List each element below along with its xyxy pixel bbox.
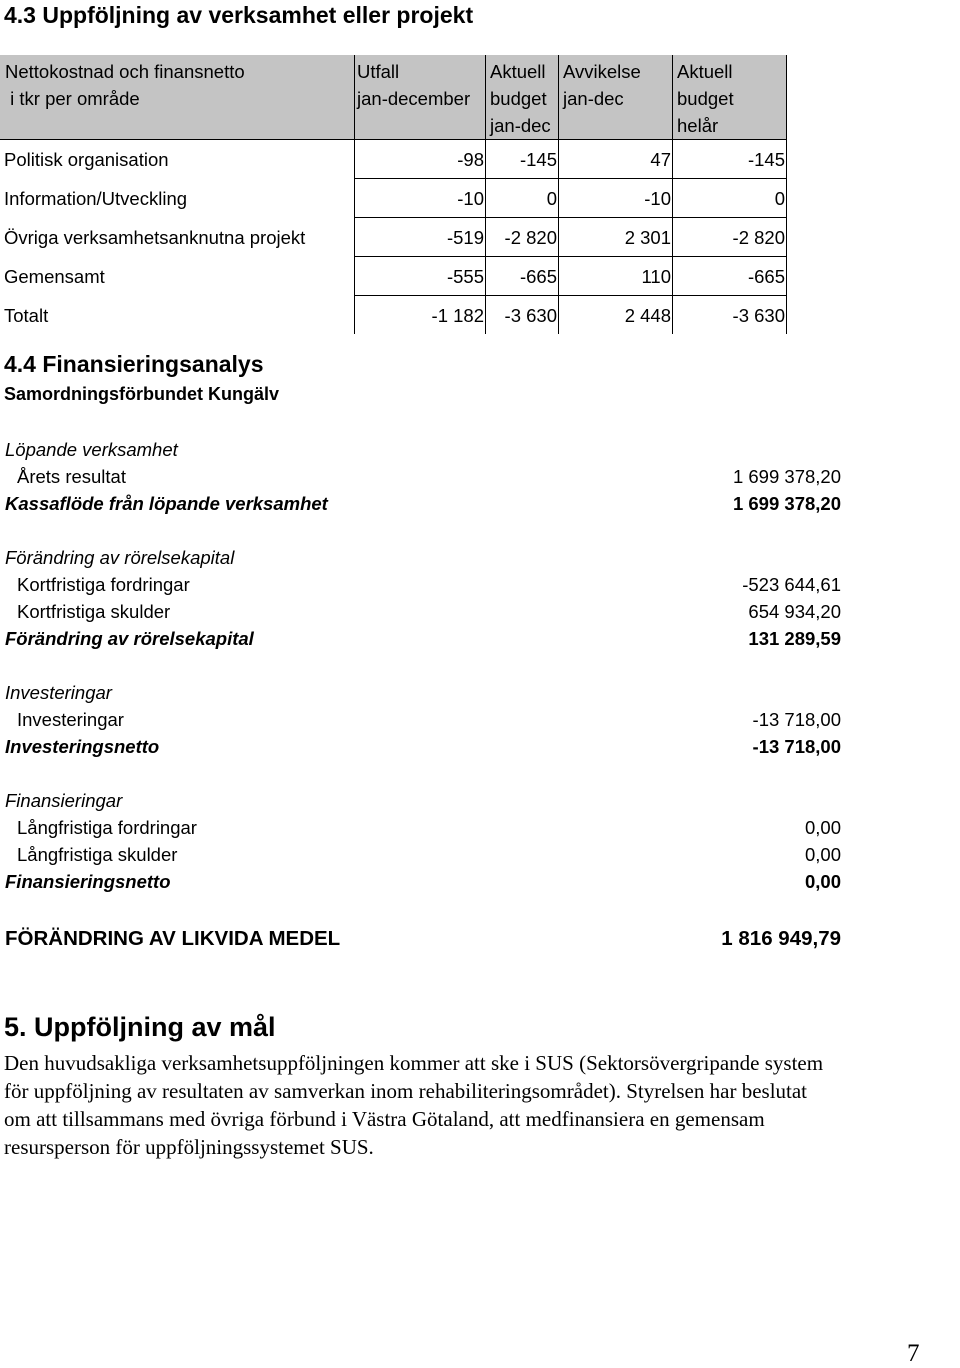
cell-budget-helar: -3 630 — [673, 296, 787, 335]
table-row — [0, 179, 787, 218]
subtotal-line — [0, 868, 844, 895]
cell-utfall: -10 — [355, 179, 486, 218]
cell-budget-helar: 0 — [673, 179, 787, 218]
cell-budget-helar: -665 — [673, 257, 787, 296]
cell-avvikelse: 110 — [559, 257, 673, 296]
cell-budget: -665 — [486, 257, 559, 296]
header-cell-utfall — [355, 55, 486, 140]
header-text: budget — [490, 88, 547, 109]
cell-budget-helar: -2 820 — [673, 218, 787, 257]
cell-budget: -2 820 — [486, 218, 559, 257]
line-item-label: Kortfristiga skulder — [17, 601, 171, 622]
section-heading-4-4: 4.4 Finansieringsanalys — [4, 351, 264, 377]
line-item-label: Långfristiga fordringar — [17, 817, 197, 838]
line-item-label: Kortfristiga fordringar — [17, 574, 190, 595]
area-cost-table — [0, 55, 787, 334]
cell-utfall: -555 — [355, 257, 486, 296]
subtotal-value: -13 718,00 — [752, 736, 841, 757]
section-heading-5: 5. Uppföljning av mål — [4, 1012, 276, 1042]
cell-utfall: -519 — [355, 218, 486, 257]
line-item-value: -13 718,00 — [752, 709, 841, 730]
header-text: jan-dec — [563, 88, 624, 109]
line-item — [0, 463, 844, 490]
subtotal-line — [0, 490, 844, 517]
header-text: i tkr per område — [5, 88, 140, 109]
group-heading-finansieringar — [0, 787, 844, 814]
paragraph-line: Den huvudsakliga verksamhetsuppföljningen kommer att ske i SUS (Sektorsövergripande system — [4, 1051, 824, 1075]
paragraph-line: om att tillsammans med övriga förbund i Västra Götaland, att medfinansiera en gemensam — [4, 1107, 765, 1131]
header-cell-budget-helar — [673, 55, 787, 140]
paragraph-line: för uppföljning av resultaten av samverkan inom rehabiliteringsområdet). Styrelsen har beslutat — [4, 1079, 808, 1103]
group-heading-rorelse — [0, 544, 844, 571]
line-item-value: 0,00 — [804, 817, 841, 838]
header-text: Aktuell — [677, 61, 733, 82]
subtotal-label: Finansieringsnetto — [5, 871, 171, 892]
cell-utfall: -1 182 — [355, 296, 486, 335]
table-row — [0, 257, 787, 296]
paragraph-line: resursperson för uppföljningssystemet SUS. — [4, 1135, 374, 1159]
row-label: Totalt — [4, 304, 49, 326]
cell-utfall: -98 — [355, 140, 486, 179]
subtotal-label: Investeringsnetto — [5, 736, 160, 757]
cell-budget-helar: -145 — [673, 140, 787, 179]
subtotal-value: 0,00 — [804, 871, 841, 892]
line-item — [0, 598, 844, 625]
organization-subheading: Samordningsförbundet Kungälv — [4, 384, 280, 404]
line-item-value: -523 644,61 — [742, 574, 841, 595]
row-label: Politisk organisation — [4, 149, 169, 171]
header-cell-area — [0, 55, 355, 140]
line-item — [0, 706, 844, 733]
subtotal-label: Kassaflöde från löpande verksamhet — [5, 493, 328, 514]
line-item-label: Långfristiga skulder — [17, 844, 178, 865]
grand-total-value: 1 816 949,79 — [721, 927, 841, 950]
header-text: jan-dec — [490, 115, 551, 136]
header-text: Utfall — [357, 61, 400, 82]
header-text: budget — [677, 88, 734, 109]
cell-avvikelse: 2 448 — [559, 296, 673, 335]
line-item-value: 0,00 — [804, 844, 841, 865]
line-item — [0, 841, 844, 868]
header-cell-budget — [486, 55, 559, 140]
cell-budget: 0 — [486, 179, 559, 218]
header-text: jan-december — [357, 88, 471, 109]
line-item-label: Årets resultat — [17, 466, 126, 487]
header-text: Aktuell — [490, 61, 546, 82]
group-heading-text: Finansieringar — [5, 790, 123, 811]
cell-budget: -3 630 — [486, 296, 559, 335]
line-item — [0, 571, 844, 598]
grand-total-line — [0, 924, 844, 954]
line-item — [0, 814, 844, 841]
group-heading-text: Löpande verksamhet — [5, 439, 178, 460]
line-item-value: 654 934,20 — [748, 601, 841, 622]
cell-avvikelse: 47 — [559, 140, 673, 179]
cell-avvikelse: 2 301 — [559, 218, 673, 257]
subtotal-line — [0, 625, 844, 652]
table-row — [0, 218, 787, 257]
section-heading-4-3: 4.3 Uppföljning av verksamhet eller projekt — [4, 2, 474, 28]
table-header-row — [0, 55, 787, 140]
header-text: Nettokostnad och finansnetto — [5, 61, 245, 82]
subtotal-value: 1 699 378,20 — [732, 493, 841, 514]
grand-total-label: FÖRÄNDRING AV LIKVIDA MEDEL — [5, 927, 341, 950]
subtotal-label: Förändring av rörelsekapital — [5, 628, 254, 649]
subtotal-line — [0, 733, 844, 760]
header-text: Avvikelse — [563, 61, 641, 82]
subtotal-value: 131 289,59 — [748, 628, 841, 649]
group-heading-text: Investeringar — [5, 682, 112, 703]
group-heading-investeringar — [0, 679, 844, 706]
line-item-value: 1 699 378,20 — [732, 466, 841, 487]
cell-avvikelse: -10 — [559, 179, 673, 218]
line-item-label: Investeringar — [17, 709, 124, 730]
table-row-total — [0, 296, 787, 335]
body-paragraph — [4, 1049, 960, 1161]
row-label: Övriga verksamhetsanknutna projekt — [4, 227, 306, 248]
group-heading-text: Förändring av rörelsekapital — [5, 547, 235, 568]
header-text: helår — [677, 115, 719, 136]
group-heading-lopande — [0, 436, 844, 463]
header-cell-avvikelse — [559, 55, 673, 140]
table-row — [0, 140, 787, 179]
cell-budget: -145 — [486, 140, 559, 179]
row-label: Gemensamt — [4, 266, 105, 287]
row-label: Information/Utveckling — [4, 188, 188, 209]
page-number: 7 — [907, 1340, 920, 1367]
